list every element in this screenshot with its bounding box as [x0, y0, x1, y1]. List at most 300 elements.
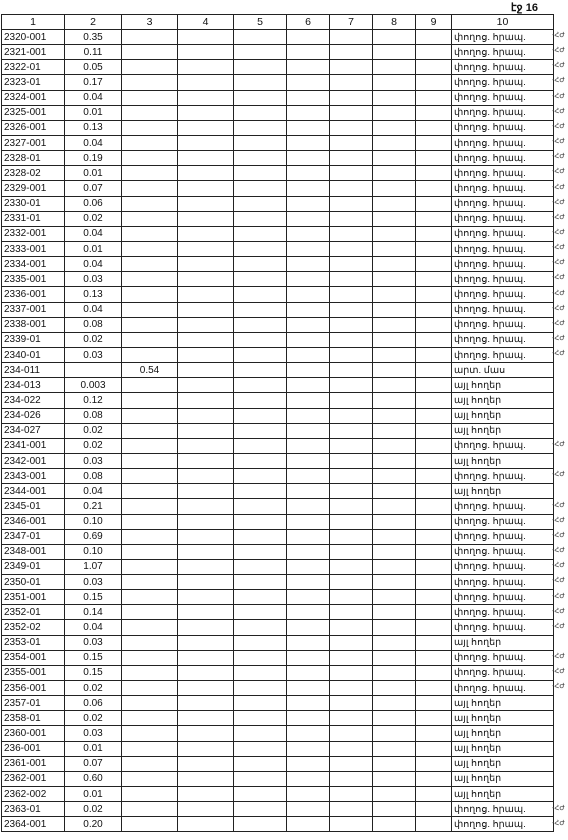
empty-cell — [416, 756, 452, 771]
land-type-cell: այլ հողեր — [452, 408, 554, 423]
parcel-id-cell: 2336-001 — [2, 287, 65, 302]
empty-cell — [373, 514, 416, 529]
table-row — [2, 529, 554, 544]
empty-cell — [234, 469, 287, 484]
column-3-cell — [122, 317, 178, 332]
empty-cell — [330, 287, 373, 302]
empty-cell — [373, 105, 416, 120]
land-type-cell: փողոց. հրապ. — [452, 226, 554, 241]
column-header: 9 — [416, 15, 452, 30]
empty-cell — [287, 726, 330, 741]
empty-cell — [234, 241, 287, 256]
empty-cell — [416, 45, 452, 60]
empty-cell — [330, 347, 373, 362]
margin-mark: -ՀԺ — [552, 683, 565, 691]
table-row — [2, 711, 554, 726]
area-cell: 0.04 — [65, 257, 122, 272]
table-row — [2, 559, 554, 574]
column-3-cell — [122, 166, 178, 181]
parcel-id-cell: 2346-001 — [2, 514, 65, 529]
empty-cell — [287, 681, 330, 696]
area-cell: 0.02 — [65, 681, 122, 696]
land-type-cell: փողոց. հրապ. — [452, 559, 554, 574]
land-type-cell: փողոց. հրապ. — [452, 605, 554, 620]
empty-cell — [416, 90, 452, 105]
empty-cell — [330, 166, 373, 181]
empty-cell — [287, 226, 330, 241]
empty-cell — [416, 711, 452, 726]
empty-cell — [234, 135, 287, 150]
table-row — [2, 241, 554, 256]
empty-cell — [234, 802, 287, 817]
table-header-row — [2, 15, 554, 30]
area-cell: 0.04 — [65, 302, 122, 317]
empty-cell — [330, 363, 373, 378]
empty-cell — [178, 30, 234, 45]
area-cell: 0.17 — [65, 75, 122, 90]
empty-cell — [287, 105, 330, 120]
area-cell: 0.35 — [65, 30, 122, 45]
empty-cell — [330, 272, 373, 287]
parcel-id-cell: 2332-001 — [2, 226, 65, 241]
area-cell: 0.01 — [65, 166, 122, 181]
empty-cell — [287, 802, 330, 817]
empty-cell — [178, 726, 234, 741]
empty-cell — [416, 272, 452, 287]
column-3-cell — [122, 181, 178, 196]
land-type-cell: փողոց. հրապ. — [452, 665, 554, 680]
empty-cell — [234, 787, 287, 802]
land-type-cell: փողոց. հրապ. — [452, 45, 554, 60]
land-type-cell: փողոց. հրապ. — [452, 469, 554, 484]
parcel-id-cell: 2353-01 — [2, 635, 65, 650]
land-type-cell: փողոց. հրապ. — [452, 681, 554, 696]
parcel-id-cell: 2345-01 — [2, 499, 65, 514]
margin-mark: -ՀԺ — [552, 62, 565, 70]
column-3-cell — [122, 135, 178, 150]
empty-cell — [287, 635, 330, 650]
empty-cell — [178, 257, 234, 272]
column-3-cell — [122, 393, 178, 408]
parcel-id-cell: 2351-001 — [2, 590, 65, 605]
empty-cell — [330, 45, 373, 60]
parcel-id-cell: 2328-02 — [2, 166, 65, 181]
land-type-cell: փողոց. հրապ. — [452, 650, 554, 665]
table-row — [2, 347, 554, 362]
empty-cell — [416, 120, 452, 135]
table-row — [2, 499, 554, 514]
area-cell: 0.03 — [65, 726, 122, 741]
empty-cell — [178, 90, 234, 105]
empty-cell — [373, 438, 416, 453]
parcel-id-cell: 2360-001 — [2, 726, 65, 741]
area-cell: 0.01 — [65, 741, 122, 756]
empty-cell — [373, 60, 416, 75]
empty-cell — [373, 726, 416, 741]
area-cell: 0.07 — [65, 756, 122, 771]
parcel-id-cell: 2357-01 — [2, 696, 65, 711]
land-type-cell: փողոց. հրապ. — [452, 30, 554, 45]
land-type-cell: այլ հողեր — [452, 378, 554, 393]
empty-cell — [373, 317, 416, 332]
margin-mark: -ՀԺ — [552, 668, 565, 676]
empty-cell — [178, 696, 234, 711]
parcel-id-cell: 2347-01 — [2, 529, 65, 544]
parcel-id-cell: 2320-001 — [2, 30, 65, 45]
column-3-cell — [122, 620, 178, 635]
parcel-id-cell: 2321-001 — [2, 45, 65, 60]
land-type-cell: փողոց. հրապ. — [452, 60, 554, 75]
empty-cell — [178, 45, 234, 60]
parcel-id-cell: 2333-001 — [2, 241, 65, 256]
empty-cell — [373, 378, 416, 393]
empty-cell — [416, 559, 452, 574]
empty-cell — [416, 802, 452, 817]
empty-cell — [178, 226, 234, 241]
empty-cell — [287, 45, 330, 60]
margin-mark: -ՀԺ — [552, 547, 565, 555]
empty-cell — [234, 211, 287, 226]
margin-mark: -ՀԺ — [552, 562, 565, 570]
empty-cell — [178, 241, 234, 256]
area-cell: 0.10 — [65, 514, 122, 529]
empty-cell — [330, 226, 373, 241]
empty-cell — [416, 287, 452, 302]
empty-cell — [234, 287, 287, 302]
land-type-cell: փողոց. հրապ. — [452, 514, 554, 529]
empty-cell — [287, 408, 330, 423]
empty-cell — [416, 484, 452, 499]
parcel-id-cell: 2342-001 — [2, 453, 65, 468]
empty-cell — [234, 529, 287, 544]
empty-cell — [416, 423, 452, 438]
land-type-cell: փողոց. հրապ. — [452, 257, 554, 272]
table-row — [2, 287, 554, 302]
parcel-id-cell: 2349-01 — [2, 559, 65, 574]
empty-cell — [287, 529, 330, 544]
column-3-cell — [122, 287, 178, 302]
empty-cell — [330, 590, 373, 605]
margin-mark: -ՀԺ — [552, 335, 565, 342]
column-3-cell — [122, 741, 178, 756]
margin-mark: -ՀԺ — [552, 244, 565, 252]
land-type-cell: այլ հողեր — [452, 787, 554, 802]
column-3-cell — [122, 650, 178, 665]
table-row — [2, 438, 554, 453]
area-cell: 0.02 — [65, 423, 122, 438]
empty-cell — [416, 302, 452, 317]
empty-cell — [287, 817, 330, 832]
empty-cell — [178, 453, 234, 468]
empty-cell — [373, 332, 416, 347]
parcel-id-cell: 2364-001 — [2, 817, 65, 832]
column-3-cell — [122, 469, 178, 484]
empty-cell — [330, 741, 373, 756]
empty-cell — [287, 30, 330, 45]
table-row — [2, 211, 554, 226]
empty-cell — [287, 90, 330, 105]
land-type-cell: փողոց. հրապ. — [452, 90, 554, 105]
table-body — [2, 30, 554, 832]
empty-cell — [234, 423, 287, 438]
empty-cell — [234, 105, 287, 120]
empty-cell — [178, 771, 234, 786]
margin-mark: -ՀԺ — [552, 607, 565, 615]
parcel-id-cell: 2326-001 — [2, 120, 65, 135]
empty-cell — [330, 378, 373, 393]
land-type-cell: փողոց. հրապ. — [452, 332, 554, 347]
empty-cell — [234, 60, 287, 75]
empty-cell — [178, 438, 234, 453]
column-3-cell — [122, 226, 178, 241]
empty-cell — [287, 363, 330, 378]
area-cell: 0.20 — [65, 817, 122, 832]
table-row — [2, 166, 554, 181]
empty-cell — [287, 453, 330, 468]
empty-cell — [373, 30, 416, 45]
parcel-id-cell: 236-001 — [2, 741, 65, 756]
empty-cell — [234, 30, 287, 45]
margin-mark: -ՀԺ — [552, 531, 565, 539]
empty-cell — [178, 196, 234, 211]
area-cell: 0.08 — [65, 469, 122, 484]
margin-mark: -ՀԺ — [552, 501, 565, 509]
column-3-cell — [122, 484, 178, 499]
column-3-cell — [122, 151, 178, 166]
empty-cell — [416, 30, 452, 45]
table-row — [2, 635, 554, 650]
empty-cell — [416, 211, 452, 226]
empty-cell — [416, 771, 452, 786]
empty-cell — [373, 196, 416, 211]
empty-cell — [373, 681, 416, 696]
empty-cell — [330, 681, 373, 696]
area-cell: 0.21 — [65, 499, 122, 514]
empty-cell — [287, 75, 330, 90]
empty-cell — [287, 317, 330, 332]
area-cell: 0.02 — [65, 211, 122, 226]
empty-cell — [178, 817, 234, 832]
empty-cell — [287, 484, 330, 499]
column-3-cell — [122, 90, 178, 105]
empty-cell — [287, 60, 330, 75]
area-cell: 0.05 — [65, 60, 122, 75]
table-row — [2, 363, 554, 378]
empty-cell — [178, 135, 234, 150]
empty-cell — [330, 196, 373, 211]
area-cell: 0.11 — [65, 45, 122, 60]
empty-cell — [234, 726, 287, 741]
empty-cell — [373, 257, 416, 272]
column-3-cell — [122, 514, 178, 529]
empty-cell — [234, 544, 287, 559]
table-row — [2, 408, 554, 423]
column-3-cell — [122, 726, 178, 741]
empty-cell — [373, 711, 416, 726]
empty-cell — [234, 317, 287, 332]
land-type-cell: փողոց. հրապ. — [452, 529, 554, 544]
empty-cell — [234, 408, 287, 423]
parcel-id-cell: 2340-01 — [2, 347, 65, 362]
column-header: 5 — [234, 15, 287, 30]
empty-cell — [330, 211, 373, 226]
empty-cell — [373, 453, 416, 468]
empty-cell — [234, 559, 287, 574]
margin-mark: -ՀԺ — [552, 592, 565, 600]
area-cell: 0.15 — [65, 665, 122, 680]
empty-cell — [330, 438, 373, 453]
empty-cell — [373, 696, 416, 711]
column-3-cell — [122, 575, 178, 590]
empty-cell — [416, 817, 452, 832]
table-row — [2, 151, 554, 166]
empty-cell — [416, 135, 452, 150]
empty-cell — [373, 45, 416, 60]
empty-cell — [330, 393, 373, 408]
area-cell: 0.01 — [65, 241, 122, 256]
area-cell: 0.03 — [65, 453, 122, 468]
land-type-cell: փողոց. հրապ. — [452, 196, 554, 211]
empty-cell — [178, 120, 234, 135]
empty-cell — [287, 393, 330, 408]
empty-cell — [330, 135, 373, 150]
empty-cell — [373, 151, 416, 166]
column-3-cell — [122, 423, 178, 438]
parcel-id-cell: 2362-002 — [2, 787, 65, 802]
margin-mark: -ՀԺ — [552, 213, 565, 221]
empty-cell — [178, 332, 234, 347]
empty-cell — [416, 257, 452, 272]
empty-cell — [416, 787, 452, 802]
empty-cell — [287, 211, 330, 226]
column-header: 7 — [330, 15, 373, 30]
table-row — [2, 45, 554, 60]
margin-mark: -ՀԺ — [552, 441, 565, 449]
empty-cell — [330, 559, 373, 574]
empty-cell — [330, 90, 373, 105]
empty-cell — [287, 423, 330, 438]
land-type-cell: փողոց. հրապ. — [452, 241, 554, 256]
empty-cell — [234, 711, 287, 726]
empty-cell — [178, 605, 234, 620]
column-3-cell — [122, 590, 178, 605]
empty-cell — [234, 438, 287, 453]
column-3-cell — [122, 635, 178, 650]
area-cell: 0.15 — [65, 650, 122, 665]
margin-mark: -ՀԺ — [552, 107, 565, 115]
empty-cell — [330, 575, 373, 590]
area-cell: 0.60 — [65, 771, 122, 786]
parcel-id-cell: 2343-001 — [2, 469, 65, 484]
margin-mark: -ՀԺ — [552, 228, 565, 236]
area-cell: 0.12 — [65, 393, 122, 408]
margin-mark: -ՀԺ — [552, 122, 565, 130]
empty-cell — [373, 605, 416, 620]
area-cell: 0.03 — [65, 635, 122, 650]
empty-cell — [287, 196, 330, 211]
empty-cell — [178, 105, 234, 120]
empty-cell — [287, 575, 330, 590]
empty-cell — [287, 469, 330, 484]
empty-cell — [416, 317, 452, 332]
empty-cell — [373, 211, 416, 226]
area-cell: 0.01 — [65, 105, 122, 120]
empty-cell — [234, 226, 287, 241]
column-3-cell — [122, 347, 178, 362]
table-row — [2, 575, 554, 590]
margin-mark: -ՀԺ — [552, 350, 565, 358]
table-row — [2, 817, 554, 832]
area-cell: 0.06 — [65, 696, 122, 711]
table-row — [2, 453, 554, 468]
parcel-id-cell: 2328-01 — [2, 151, 65, 166]
table-row — [2, 787, 554, 802]
empty-cell — [330, 105, 373, 120]
empty-cell — [178, 393, 234, 408]
parcel-id-cell: 2335-001 — [2, 272, 65, 287]
land-type-cell: փողոց. հրապ. — [452, 620, 554, 635]
empty-cell — [234, 817, 287, 832]
parcel-id-cell: 234-013 — [2, 378, 65, 393]
empty-cell — [416, 635, 452, 650]
empty-cell — [178, 756, 234, 771]
table-row — [2, 681, 554, 696]
area-cell: 0.19 — [65, 151, 122, 166]
land-type-cell: այլ հողեր — [452, 756, 554, 771]
land-type-cell: փողոց. հրապ. — [452, 181, 554, 196]
margin-mark: -ՀԺ — [552, 274, 565, 282]
empty-cell — [234, 302, 287, 317]
area-cell: 0.03 — [65, 347, 122, 362]
empty-cell — [373, 302, 416, 317]
empty-cell — [287, 711, 330, 726]
empty-cell — [330, 529, 373, 544]
land-type-cell: փողոց. հրապ. — [452, 590, 554, 605]
empty-cell — [373, 756, 416, 771]
empty-cell — [287, 499, 330, 514]
table-row — [2, 756, 554, 771]
empty-cell — [330, 711, 373, 726]
area-cell: 0.04 — [65, 484, 122, 499]
empty-cell — [416, 393, 452, 408]
empty-cell — [330, 514, 373, 529]
area-cell: 0.04 — [65, 135, 122, 150]
parcel-id-cell: 2356-001 — [2, 681, 65, 696]
empty-cell — [178, 711, 234, 726]
empty-cell — [178, 181, 234, 196]
table-row — [2, 317, 554, 332]
empty-cell — [234, 635, 287, 650]
page-number: էջ 16 — [510, 2, 538, 14]
table-row — [2, 484, 554, 499]
area-cell: 0.04 — [65, 226, 122, 241]
column-header: 10 — [452, 15, 554, 30]
column-header: 2 — [65, 15, 122, 30]
column-3-cell — [122, 60, 178, 75]
parcel-id-cell: 2354-001 — [2, 650, 65, 665]
empty-cell — [178, 166, 234, 181]
empty-cell — [234, 453, 287, 468]
empty-cell — [416, 151, 452, 166]
empty-cell — [416, 408, 452, 423]
parcel-id-cell: 2363-01 — [2, 802, 65, 817]
empty-cell — [330, 408, 373, 423]
empty-cell — [416, 514, 452, 529]
empty-cell — [373, 226, 416, 241]
empty-cell — [416, 696, 452, 711]
empty-cell — [416, 378, 452, 393]
column-header: 3 — [122, 15, 178, 30]
